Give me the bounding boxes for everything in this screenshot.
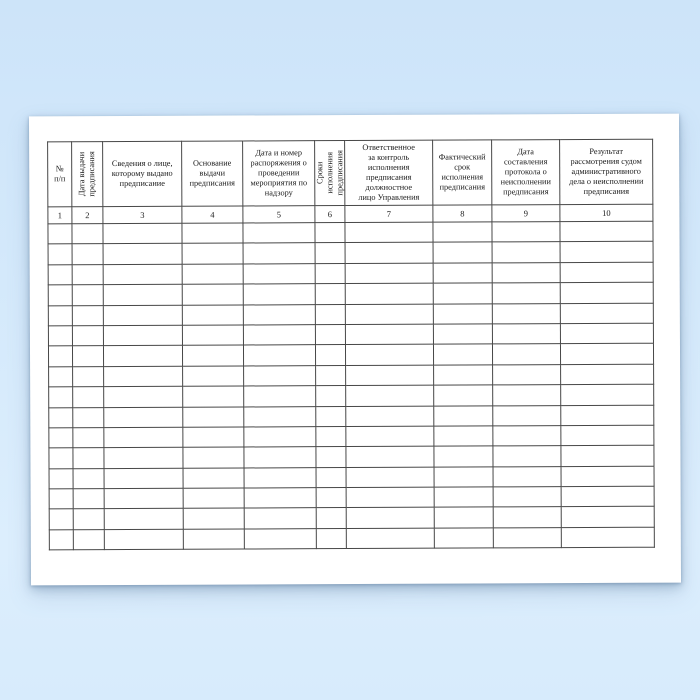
empty-cell <box>104 407 183 428</box>
empty-cell <box>49 448 73 468</box>
empty-cell <box>493 527 561 548</box>
column-number: 7 <box>345 205 433 222</box>
empty-cell <box>104 529 183 550</box>
empty-cell <box>561 527 654 548</box>
col-header-issue-date <box>72 142 103 207</box>
empty-cell <box>345 345 433 366</box>
empty-cell <box>561 486 654 507</box>
empty-cell <box>345 263 433 284</box>
empty-cell <box>73 489 104 510</box>
col-header-deadline-label: Сроки исполнения предписания <box>315 150 344 196</box>
empty-cell <box>244 447 316 468</box>
empty-cell <box>493 466 561 487</box>
empty-cell <box>73 509 104 530</box>
empty-cell <box>182 264 243 285</box>
empty-cell <box>48 285 72 305</box>
col-header-basis-label: Основание выдачи предписания <box>189 158 236 188</box>
empty-row <box>49 507 654 530</box>
empty-cell <box>345 283 433 304</box>
empty-row <box>49 405 654 428</box>
empty-cell <box>183 529 244 550</box>
empty-cell <box>183 468 244 489</box>
empty-cell <box>561 445 654 466</box>
empty-cell <box>434 405 493 426</box>
empty-cell <box>561 384 654 405</box>
empty-cell <box>345 324 433 345</box>
empty-cell <box>315 223 345 244</box>
empty-row <box>49 466 654 489</box>
empty-cell <box>315 345 345 366</box>
empty-cell <box>244 467 316 488</box>
empty-cell <box>103 305 182 326</box>
empty-row <box>48 262 653 285</box>
empty-cell <box>183 447 244 468</box>
empty-row <box>48 221 653 244</box>
empty-cell <box>434 487 493 508</box>
empty-cell <box>346 487 434 508</box>
empty-cell <box>316 528 346 549</box>
empty-cell <box>434 446 493 467</box>
empty-cell <box>73 407 104 428</box>
empty-cell <box>433 303 492 324</box>
empty-cell <box>182 345 243 366</box>
col-header-deadline <box>315 141 345 206</box>
empty-cell <box>316 488 346 509</box>
empty-cell <box>561 507 654 528</box>
empty-cell <box>493 507 561 528</box>
empty-cell <box>49 407 73 427</box>
empty-cell <box>345 222 433 243</box>
empty-cell <box>492 324 560 345</box>
empty-cell <box>434 426 493 447</box>
empty-cell <box>244 427 316 448</box>
empty-cell <box>560 323 653 344</box>
col-header-responsible <box>345 140 433 205</box>
empty-cell <box>243 284 315 305</box>
empty-cell <box>561 425 654 446</box>
empty-cell <box>183 427 244 448</box>
empty-cell <box>72 285 103 306</box>
column-number: 6 <box>315 206 345 223</box>
column-number: 4 <box>182 206 243 223</box>
col-header-protocol-date <box>492 140 560 205</box>
empty-cell <box>49 530 73 550</box>
column-number: 1 <box>48 207 72 224</box>
empty-cell <box>244 529 316 550</box>
column-number: 8 <box>433 205 492 222</box>
empty-row <box>49 527 654 550</box>
empty-cell <box>433 324 492 345</box>
header-row <box>48 139 653 207</box>
empty-cell <box>493 487 561 508</box>
empty-cell <box>73 529 104 550</box>
empty-cell <box>315 324 345 345</box>
empty-cell <box>103 223 182 244</box>
col-header-court-result <box>560 139 653 204</box>
empty-cell <box>104 509 183 530</box>
empty-cell <box>244 386 316 407</box>
empty-cell <box>316 447 346 468</box>
empty-cell <box>493 446 561 467</box>
document-page <box>29 114 681 586</box>
empty-cell <box>183 508 244 529</box>
empty-cell <box>493 385 561 406</box>
empty-cell <box>316 467 346 488</box>
empty-cell <box>433 263 492 284</box>
empty-cell <box>560 221 653 242</box>
empty-cell <box>72 326 103 347</box>
col-header-person <box>103 141 182 206</box>
empty-cell <box>492 283 560 304</box>
empty-cell <box>103 325 182 346</box>
empty-cell <box>493 405 561 426</box>
empty-cell <box>103 284 182 305</box>
empty-cell <box>182 284 243 305</box>
empty-cell <box>49 509 73 529</box>
empty-cell <box>560 303 653 324</box>
empty-cell <box>243 223 315 244</box>
empty-cell <box>104 427 183 448</box>
empty-cell <box>315 284 345 305</box>
empty-cell <box>48 326 72 346</box>
empty-cell <box>48 305 72 325</box>
empty-cell <box>183 407 244 428</box>
empty-cell <box>492 262 560 283</box>
empty-cell <box>561 466 654 487</box>
empty-cell <box>48 244 72 264</box>
empty-cell <box>49 387 73 407</box>
empty-cell <box>434 528 493 549</box>
empty-cell <box>434 507 493 528</box>
empty-cell <box>316 426 346 447</box>
empty-cell <box>346 508 434 529</box>
column-number: 9 <box>492 205 560 222</box>
empty-cell <box>492 222 560 243</box>
empty-cell <box>244 365 316 386</box>
empty-cell <box>73 387 104 408</box>
empty-cell <box>48 265 72 285</box>
empty-cell <box>346 446 434 467</box>
empty-cell <box>183 488 244 509</box>
col-header-issue-date-label: Дата выдачи предписания <box>77 151 97 197</box>
empty-row <box>49 445 654 468</box>
empty-row <box>48 344 653 367</box>
empty-cell <box>244 508 316 529</box>
empty-cell <box>182 223 243 244</box>
empty-cell <box>561 364 654 385</box>
empty-cell <box>72 305 103 326</box>
empty-cell <box>243 263 315 284</box>
empty-cell <box>493 364 561 385</box>
empty-cell <box>73 468 104 489</box>
empty-cell <box>433 283 492 304</box>
column-number: 2 <box>72 207 103 224</box>
empty-cell <box>560 242 653 263</box>
empty-cell <box>492 242 560 263</box>
empty-cell <box>316 386 346 407</box>
empty-cell <box>346 528 434 549</box>
empty-row <box>49 425 654 448</box>
empty-cell <box>48 224 72 244</box>
empty-cell <box>72 224 103 245</box>
empty-cell <box>316 406 346 427</box>
empty-cell <box>72 264 103 285</box>
col-header-no <box>48 142 72 207</box>
empty-cell <box>433 222 492 243</box>
empty-row <box>48 323 653 346</box>
empty-cell <box>345 243 433 264</box>
empty-cell <box>49 428 73 448</box>
empty-cell <box>104 488 183 509</box>
empty-cell <box>560 344 653 365</box>
empty-row <box>48 303 653 326</box>
empty-cell <box>561 405 654 426</box>
empty-cell <box>346 365 434 386</box>
empty-row <box>49 364 654 387</box>
empty-cell <box>73 366 104 387</box>
empty-cell <box>244 406 316 427</box>
empty-cell <box>315 304 345 325</box>
register-table <box>47 139 655 551</box>
empty-row <box>49 384 654 407</box>
empty-cell <box>182 243 243 264</box>
empty-row <box>48 282 653 305</box>
empty-cell <box>48 346 72 366</box>
empty-cell <box>492 303 560 324</box>
empty-cell <box>244 488 316 509</box>
empty-cell <box>73 428 104 449</box>
empty-cell <box>433 344 492 365</box>
col-header-order-label: Дата и номер распоряжения о проведении мероприятия по надзору <box>250 147 308 198</box>
empty-cell <box>72 244 103 265</box>
empty-cell <box>492 344 560 365</box>
empty-cell <box>434 365 493 386</box>
empty-cell <box>315 263 345 284</box>
col-header-court-result-label: Результат рассмотрения судом административного дела о неисполнении предписания <box>569 146 644 197</box>
vertical-text-wrap <box>315 141 344 205</box>
empty-cell <box>182 305 243 326</box>
col-header-actual-term-label: Фактический срок исполнения предписания <box>438 152 486 192</box>
empty-cell <box>49 366 73 386</box>
empty-cell <box>243 243 315 264</box>
empty-cell <box>49 468 73 488</box>
empty-cell <box>104 386 183 407</box>
empty-cell <box>560 282 653 303</box>
empty-cell <box>49 489 73 509</box>
col-header-protocol-date-label: Дата составления протокола о неисполнении предписания <box>500 146 551 197</box>
empty-cell <box>104 468 183 489</box>
empty-cell <box>183 386 244 407</box>
empty-cell <box>103 244 182 265</box>
empty-cell <box>434 467 493 488</box>
column-number: 3 <box>103 206 182 223</box>
empty-rows-body <box>48 221 654 550</box>
empty-cell <box>183 366 244 387</box>
column-number: 5 <box>243 206 315 223</box>
col-header-responsible-label: Ответственное за контроль исполнения предписания должностное лицо Управления <box>358 142 420 203</box>
vertical-text-wrap <box>72 142 102 206</box>
empty-cell <box>316 365 346 386</box>
empty-row <box>48 242 653 265</box>
empty-row <box>49 486 654 509</box>
col-header-no-label: № п/п <box>54 164 66 184</box>
empty-cell <box>73 448 104 469</box>
empty-cell <box>493 426 561 447</box>
empty-cell <box>346 406 434 427</box>
empty-cell <box>243 325 315 346</box>
column-number: 10 <box>560 204 653 221</box>
empty-cell <box>315 243 345 264</box>
col-header-order <box>243 141 315 206</box>
col-header-basis <box>182 141 243 206</box>
empty-cell <box>434 385 493 406</box>
empty-cell <box>104 448 183 469</box>
empty-cell <box>316 508 346 529</box>
empty-cell <box>345 304 433 325</box>
empty-cell <box>72 346 103 367</box>
empty-cell <box>103 264 182 285</box>
empty-cell <box>433 242 492 263</box>
empty-cell <box>182 325 243 346</box>
empty-cell <box>346 426 434 447</box>
empty-cell <box>346 467 434 488</box>
empty-cell <box>346 385 434 406</box>
empty-cell <box>104 366 183 387</box>
col-header-actual-term <box>433 140 492 205</box>
empty-cell <box>243 345 315 366</box>
empty-cell <box>243 304 315 325</box>
empty-cell <box>103 346 182 367</box>
col-header-person-label: Сведения о лице, которому выдано предписание <box>111 158 173 189</box>
empty-cell <box>560 262 653 283</box>
